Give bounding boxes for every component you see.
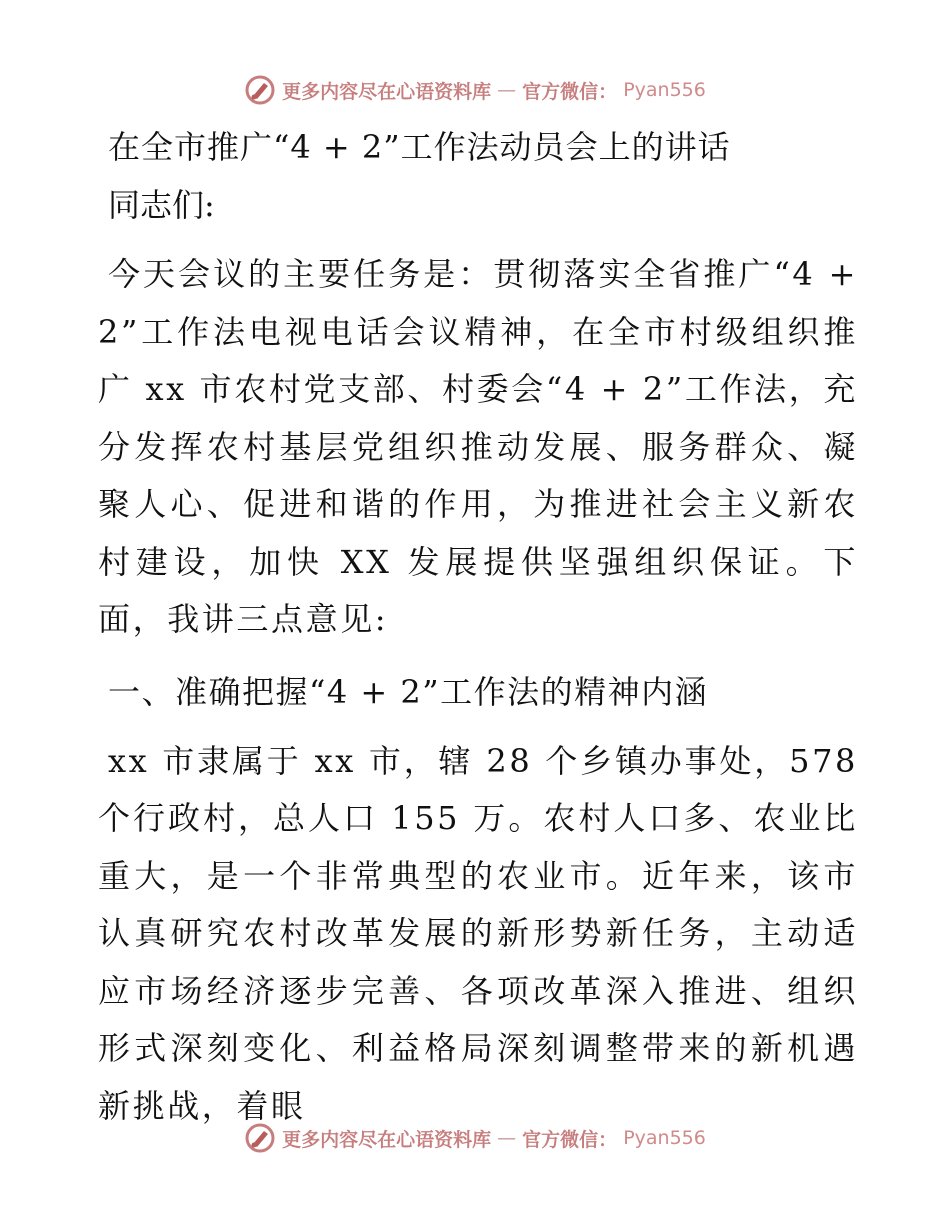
watermark-account: Pyan556	[623, 79, 706, 101]
watermark-separator: —	[497, 1127, 517, 1149]
watermark-separator: —	[497, 79, 517, 101]
page-title: 在全市推广“4 + 2”工作法动员会上的讲话	[108, 128, 731, 166]
logo-icon	[244, 74, 276, 106]
watermark-text: 更多内容尽在心语资料库	[282, 80, 492, 103]
watermark-label: 官方微信：	[522, 80, 618, 103]
watermark-label: 官方微信：	[522, 1128, 618, 1151]
document-body	[98, 118, 858, 1135]
watermark-account: Pyan556	[623, 1127, 706, 1149]
salutation: 同志们:	[108, 186, 215, 224]
logo-icon	[244, 1122, 276, 1154]
section-heading: 一、准确把握“4 + 2”工作法的精神内涵	[108, 672, 709, 711]
intro-paragraph: 今天会议的主要任务是：贯彻落实全省推广“4 + 2”工作法电视电话会议精神，在全市村级组织推广 xx 市农村党支部、村委会“4 + 2”工作法，充分发挥农村基层党组织推动发展、服务群众、凝聚人心、促进和谐的作用，为推进社会主义新农村建设，加快 XX 发展提供坚强组织保证。下面，我讲三点意见:	[98, 255, 858, 638]
header-watermark	[0, 72, 950, 108]
section-paragraph: xx 市隶属于 xx 市，辖 28 个乡镇办事处，578 个行政村，总人口 155 万。农村人口多、农业比重大，是一个非常典型的农业市。近年来，该市认真研究农村改革发展的新形势新任务，主动适应市场经济逐步完善、各项改革深入推进、组织形式深刻变化、利益格局深刻调整带来的新机遇新挑战，着眼	[98, 741, 858, 1125]
footer-watermark	[0, 1120, 950, 1156]
watermark-text: 更多内容尽在心语资料库	[282, 1128, 492, 1151]
